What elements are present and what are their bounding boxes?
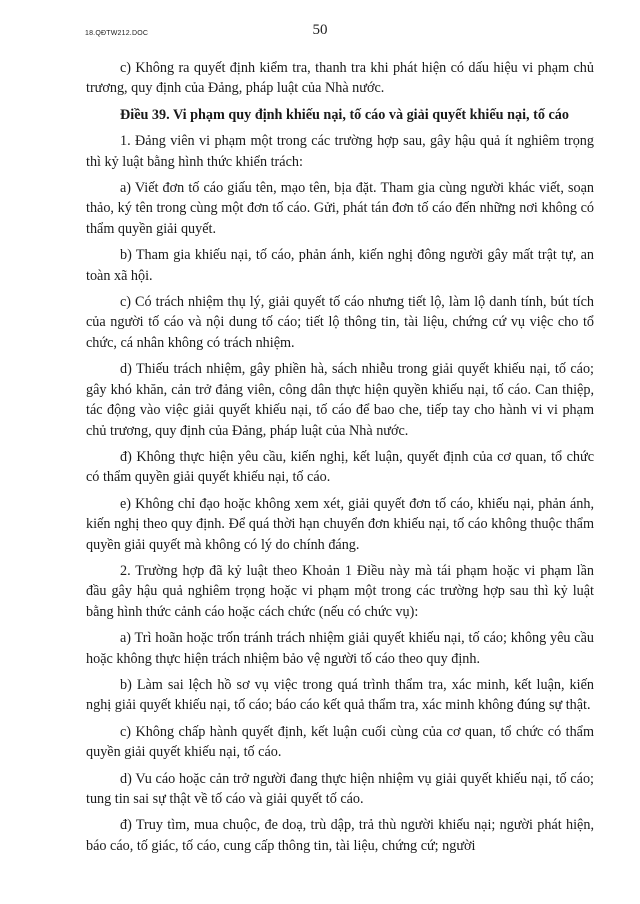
paragraph: e) Không chỉ đạo hoặc không xem xét, giải quyết đơn tố cáo, khiếu nại, phản ánh, kiến nghị theo quy định. Để quá thời hạn chuyển đơn khiếu nại, tố cáo không thuộc thẩm quyền giải quyết mà không có lý do chính đáng. xyxy=(86,495,594,553)
paragraph: c) Không ra quyết định kiểm tra, thanh tra khi phát hiện có dấu hiệu vi phạm chủ trương, quy định của Đảng, pháp luật của Nhà nước. xyxy=(86,60,594,97)
paragraph: d) Thiếu trách nhiệm, gây phiền hà, sách nhiễu trong giải quyết khiếu nại, tố cáo; gây khó khăn, cản trở đảng viên, công dân thực hiện quyền khiếu nại, tố cáo. Can thiệp, tác động vào việc giải quyết khiếu nại, tố cáo để bao che, tiếp tay cho hành vi vi phạm chủ trương, quy định của Đảng, pháp luật của Nhà nước. xyxy=(86,361,594,439)
file-identifier: 18.QĐTW212.DOC xyxy=(85,30,149,37)
paragraph: d) Vu cáo hoặc cản trở người đang thực hiện nhiệm vụ giải quyết khiếu nại, tố cáo; tung tin sai sự thật về tố cáo và giải quyết tố cáo. xyxy=(86,770,594,807)
document-body xyxy=(86,58,594,860)
paragraph: c) Có trách nhiệm thụ lý, giải quyết tố cáo nhưng tiết lộ, làm lộ danh tính, bút tích của người tố cáo và nội dung tố cáo; tiết lộ thông tin, tài liệu, chứng cứ vụ việc cho tổ chức, cá nhân không có trách nhiệm. xyxy=(86,294,594,351)
page-number: 50 xyxy=(312,22,328,38)
paragraph: 1. Đảng viên vi phạm một trong các trường hợp sau, gây hậu quả ít nghiêm trọng thì kỷ luật bằng hình thức khiển trách: xyxy=(86,133,594,170)
paragraph: đ) Không thực hiện yêu cầu, kiến nghị, kết luận, quyết định của cơ quan, tổ chức có thẩm quyền giải quyết khiếu nại, tố cáo. xyxy=(86,448,594,486)
article-heading: Điều 39. Vi phạm quy định khiếu nại, tố cáo và giải quyết khiếu nại, tố cáo xyxy=(120,106,569,123)
paragraph: c) Không chấp hành quyết định, kết luận cuối cùng của cơ quan, tổ chức có thẩm quyền giải quyết khiếu nại, tố cáo. xyxy=(86,723,594,761)
paragraph: a) Trì hoãn hoặc trốn tránh trách nhiệm giải quyết khiếu nại, tố cáo; không yêu cầu hoặc không thực hiện trách nhiệm bảo vệ người tố cáo theo quy định. xyxy=(86,630,594,667)
paragraph: a) Viết đơn tố cáo giấu tên, mạo tên, bịa đặt. Tham gia cùng người khác viết, soạn thảo, ký tên trong cùng một đơn tố cáo. Gửi, phát tán đơn tố cáo đến những nơi không có thẩm quyền giải quyết. xyxy=(86,180,594,237)
paragraph: b) Làm sai lệch hồ sơ vụ việc trong quá trình thẩm tra, xác minh, kết luận, kiến nghị giải quyết khiếu nại, tố cáo; báo cáo kết quả thẩm tra, xác minh không đúng sự thật. xyxy=(86,676,594,714)
paragraph: 2. Trường hợp đã kỷ luật theo Khoản 1 Điều này mà tái phạm hoặc vi phạm lần đầu gây hậu quả nghiêm trọng hoặc vi phạm một trong các trường hợp sau thì kỷ luật bằng hình thức cảnh cáo hoặc cách chức (nếu có chức vụ): xyxy=(86,562,594,620)
paragraph: đ) Truy tìm, mua chuộc, đe doạ, trù dập, trả thù người khiếu nại; người phát hiện, báo cáo, tố giác, tố cáo, cung cấp thông tin, tài liệu, chứng cứ; người xyxy=(86,817,594,854)
paragraph: b) Tham gia khiếu nại, tố cáo, phản ánh, kiến nghị đông người gây mất trật tự, an toàn xã hội. xyxy=(86,247,594,284)
